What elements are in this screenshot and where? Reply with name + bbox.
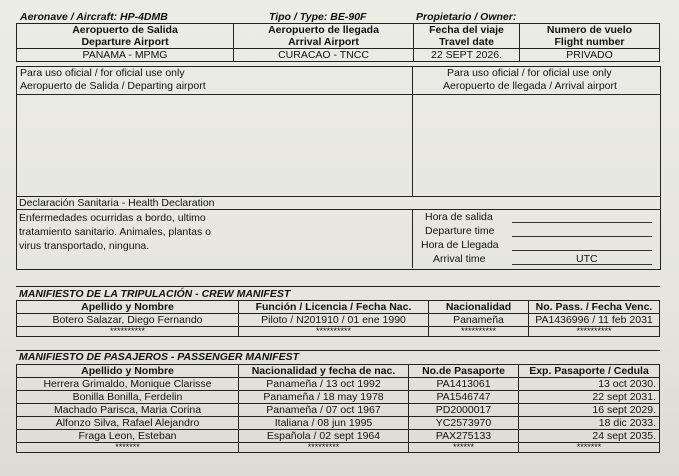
crew-end-row: ********** ********** ********** ********** bbox=[17, 327, 660, 337]
passenger-manifest-title: MANIFIESTO DE PASAJEROS - PASSENGER MANIFEST bbox=[19, 351, 300, 363]
arrival-airport-header: Aeropuerto de llegada Arrival Airport bbox=[234, 24, 414, 49]
passenger-header-row bbox=[17, 365, 660, 378]
aircraft-label: Aeronave / Aircraft: HP-4DMB bbox=[20, 11, 168, 23]
departure-time-label-en: Departure time bbox=[425, 225, 495, 237]
crew-col-function: Función / Licencia / Fecha Nac. bbox=[239, 301, 429, 314]
crew-header-row bbox=[17, 301, 660, 314]
departure-time-line-2 bbox=[512, 235, 652, 237]
official-left-line2: Aeropuerto de Salida / Departing airport bbox=[20, 80, 206, 92]
health-declaration-text: Enfermedades ocurridas a bordo, ultimo tratamiento sanitario. Animales, plantas o virus transportado, ninguna. bbox=[19, 212, 212, 252]
crew-table bbox=[16, 300, 660, 337]
table-row: Machado Parisca, Maria Corina Panameña / 07 oct 1967 PD2000017 16 sept 2029. bbox=[17, 404, 660, 417]
arrival-time-label-en: Arrival time bbox=[433, 253, 486, 265]
passenger-col-passport: No.de Pasaporte bbox=[409, 365, 519, 378]
official-right-line2: Aeropuerto de llegada / Arrival airport bbox=[443, 80, 617, 92]
table-row: Fraga Leon, Esteban Española / 02 sept 1964 PAX275133 24 sept 2035. bbox=[17, 430, 660, 443]
aircraft-value: HP-4DMB bbox=[119, 11, 168, 23]
type-value: BE-90F bbox=[330, 11, 367, 23]
utc-label: UTC bbox=[576, 253, 598, 265]
passenger-col-nationality: Nacionalidad y fecha de nac. bbox=[239, 365, 409, 378]
flight-number-header: Numero de vuelo Flight number bbox=[520, 24, 660, 49]
departure-time-line-1 bbox=[512, 221, 652, 223]
owner-label: Propietario / Owner: bbox=[416, 11, 517, 23]
departure-airport-header: Aeropuerto de Salida Departure Airport bbox=[17, 24, 234, 49]
flight-info-table bbox=[16, 23, 660, 62]
official-left-line1: Para uso oficial / for oficial use only bbox=[20, 67, 185, 79]
table-row: Botero Salazar, Diego Fernando Piloto / N201910 / 01 ene 1990 Panameña PA1436996 / 11 feb 2031 bbox=[17, 314, 660, 327]
table-row: Alfonzo Silva, Rafael Alejandro Italiana / 08 jun 1995 YC2573970 18 dic 2033. bbox=[17, 417, 660, 430]
table-row: Herrera Grimaldo, Monique Clarisse Panameña / 13 oct 1992 PA1413061 13 oct 2030. bbox=[17, 378, 660, 391]
crew-col-passport: No. Pass. / Fecha Venc. bbox=[529, 301, 660, 314]
arrival-time-label-es: Hora de Llegada bbox=[421, 239, 499, 251]
travel-date-value: 22 SEPT 2026. bbox=[414, 49, 520, 62]
passenger-end-row: ******* ********* ****** ******* bbox=[17, 443, 660, 453]
crew-manifest-title: MANIFIESTO DE LA TRIPULACIÓN - CREW MANIFEST bbox=[19, 288, 291, 300]
passenger-col-name: Apellido y Nombre bbox=[17, 365, 239, 378]
type-label: Tipo / Type: BE-90F bbox=[269, 11, 367, 23]
departure-airport-value: PANAMA - MPMG bbox=[17, 49, 234, 62]
travel-date-header: Fecha del viaje Travel date bbox=[414, 24, 520, 49]
crew-col-name: Apellido y Nombre bbox=[17, 301, 239, 314]
flight-number-value: PRIVADO bbox=[520, 49, 660, 62]
official-right-line1: Para uso oficial / for oficial use only bbox=[447, 67, 612, 79]
arrival-time-line-1 bbox=[512, 249, 652, 251]
passenger-col-expiry: Exp. Pasaporte / Cedula bbox=[519, 365, 660, 378]
passenger-table bbox=[16, 364, 660, 453]
departure-time-label-es: Hora de salida bbox=[425, 211, 493, 223]
crew-col-nationality: Nacionalidad bbox=[429, 301, 529, 314]
arrival-airport-value: CURACAO - TNCC bbox=[234, 49, 414, 62]
table-row: Bonilla Bonilla, Ferdelin Panameña / 18 may 1978 PA1546747 22 sept 2031. bbox=[17, 391, 660, 404]
health-declaration-title: Declaración Sanitaria - Health Declaration bbox=[19, 197, 215, 209]
